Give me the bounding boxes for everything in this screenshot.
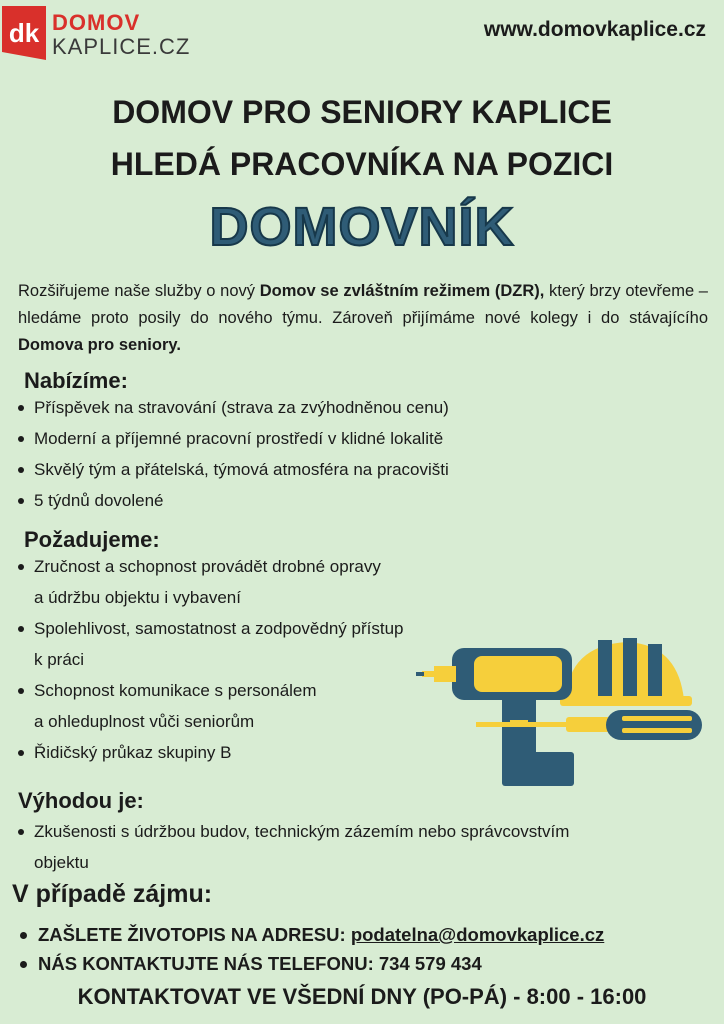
intro-text-1: Rozšiřujeme naše služby o nový: [18, 282, 260, 300]
headline: [0, 86, 724, 190]
list-item: Příspěvek na stravování (strava za zvýhodněnou cenu): [18, 392, 449, 423]
tools-illustration: [416, 630, 708, 790]
logo-text-domov: DOMOV: [52, 10, 141, 35]
intro-bold-dzr: Domov se zvláštním režimem (DZR),: [259, 282, 545, 300]
intro-text-2: který brzy otevřeme – hledáme proto posily do nového týmu. Zároveň přijímáme nové kolegy i do stávajícího: [18, 282, 708, 327]
logo-mark-icon: [2, 6, 46, 60]
headline-line-1: DOMOV PRO SENIORY KAPLICE: [112, 94, 612, 130]
list-item-line: Spolehlivost, samostatnost a zodpovědný přístup: [34, 619, 404, 638]
list-item: 5 týdnů dovolené: [18, 485, 449, 516]
headline-line-2: HLEDÁ PRACOVNÍKA NA POZICI: [110, 146, 614, 182]
list-item-line: k práci: [34, 650, 85, 669]
list-item-line: Zručnost a schopnost provádět drobné opravy: [34, 557, 381, 576]
list-item: Skvělý tým a přátelská, týmová atmosféra na pracovišti: [18, 454, 449, 485]
advantage-list: [18, 816, 569, 878]
list-item: Moderní a příjemné pracovní prostředí v klidné lokalitě: [18, 423, 449, 454]
list-item-line: a ohleduplnost vůči seniorům: [34, 712, 255, 731]
list-item-line: a údržbu objektu i vybavení: [34, 588, 241, 607]
list-item-line: Schopnost komunikace s personálem: [34, 681, 317, 700]
intro-bold-domov: Domova pro seniory.: [18, 336, 181, 354]
logo[interactable]: [2, 6, 202, 66]
list-item: [18, 737, 404, 768]
interest-heading: V případě zájmu:: [12, 880, 213, 908]
list-item-line: objektu: [34, 853, 89, 872]
contact-hours: KONTAKTOVAT VE VŠEDNÍ DNY (PO-PÁ) - 8:00 - 16:00: [77, 984, 647, 1009]
website-link[interactable]: www.domovkaplice.cz: [483, 18, 706, 41]
offer-list: [18, 392, 449, 516]
drill-icon: [416, 648, 574, 786]
svg-text:dk: dk: [8, 18, 40, 48]
list-item: [18, 816, 569, 878]
logo-text-kaplice: KAPLICE.CZ: [52, 34, 191, 59]
cv-label: ZAŠLETE ŽIVOTOPIS NA ADRESU:: [38, 924, 351, 945]
offer-heading: Nabízíme:: [24, 368, 128, 393]
position-title: DOMOVNÍK: [209, 197, 515, 257]
intro-paragraph: [18, 278, 708, 359]
requirements-heading: Požadujeme:: [24, 527, 160, 552]
requirements-list: [18, 551, 404, 768]
email-link[interactable]: podatelna@domovkaplice.cz: [350, 924, 605, 945]
list-item-line: Zkušenosti s údržbou budov, technickým zázemím nebo správcovstvím: [34, 822, 570, 841]
list-item: [18, 675, 404, 737]
contact-list: [20, 920, 604, 978]
hard-hat-icon: [560, 638, 692, 706]
list-item: [18, 613, 404, 675]
list-item-line: Řidičský průkaz skupiny B: [34, 743, 232, 762]
list-item: [18, 551, 404, 613]
list-item: NÁS KONTAKTUJTE NÁS TELEFONU: 734 579 434: [20, 949, 604, 978]
list-item: [20, 920, 604, 949]
advantage-heading: Výhodou je:: [18, 788, 144, 813]
